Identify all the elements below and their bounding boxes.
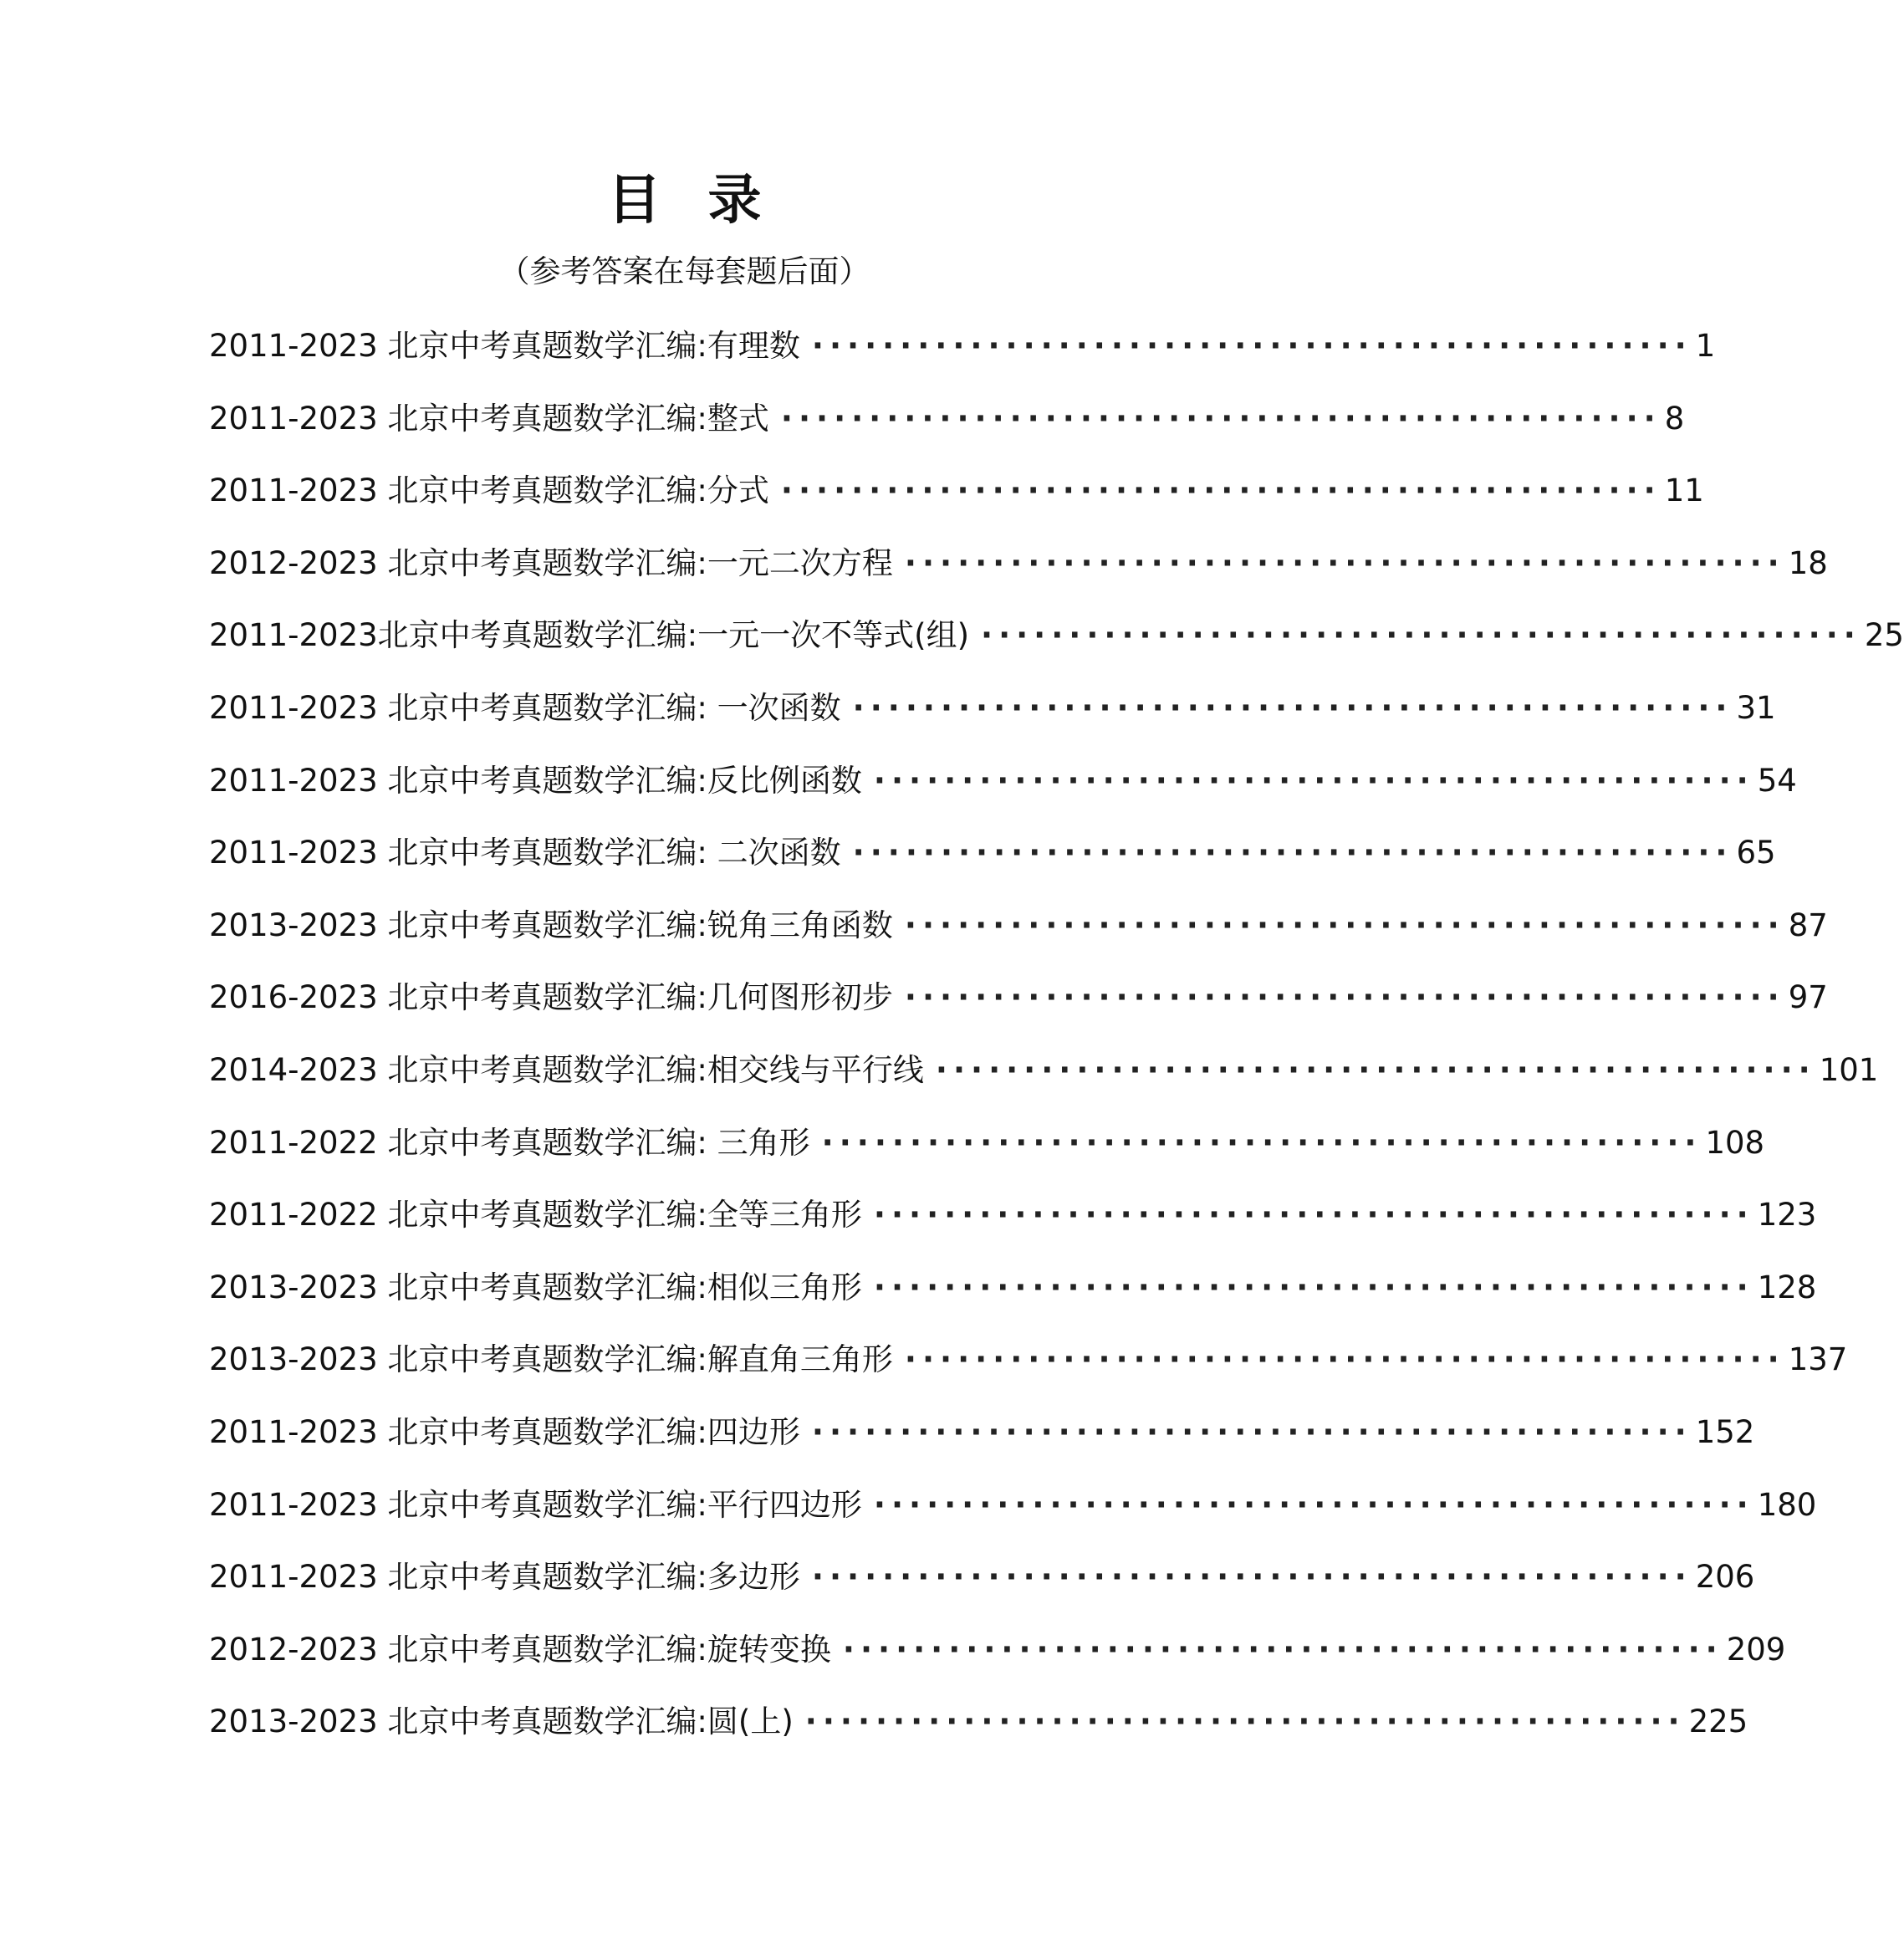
- toc-entry-title: 2014-2023 北京中考真题数学汇编:相交线与平行线: [209, 1051, 924, 1088]
- toc-entry-title: 2016-2023 北京中考真题数学汇编:几何图形初步: [209, 979, 893, 1016]
- toc-entry-title: 2013-2023 北京中考真题数学汇编:锐角三角函数: [209, 907, 893, 943]
- toc-entry-title: 2013-2023 北京中考真题数学汇编:解直角三角形: [209, 1341, 893, 1378]
- toc-entry-10[interactable]: [209, 973, 1828, 1045]
- toc-page-number: 123: [1757, 1197, 1817, 1234]
- dot-leader: ··················································: [904, 979, 1785, 1016]
- toc-page-number: 209: [1726, 1631, 1786, 1668]
- dot-leader: ··················································: [873, 1197, 1754, 1234]
- dot-leader: ··················································: [842, 1631, 1723, 1668]
- toc-entry-4[interactable]: [209, 539, 1828, 611]
- toc-entry-title: 2013-2023 北京中考真题数学汇编:圆(上): [209, 1704, 794, 1740]
- toc-subtitle: （参考答案在每套题后面）: [498, 253, 870, 289]
- toc-page-number: 1: [1695, 328, 1716, 364]
- dot-leader: ··················································: [981, 617, 1861, 654]
- toc-entry-title: 2011-2023北京中考真题数学汇编:一元一次不等式(组): [209, 617, 970, 654]
- toc-entry-8[interactable]: [209, 828, 1776, 901]
- toc-page-number: 108: [1705, 1124, 1765, 1161]
- dot-leader: ··················································: [852, 689, 1733, 726]
- toc-entry-5[interactable]: [209, 610, 1904, 683]
- toc-page-number: 101: [1819, 1051, 1879, 1088]
- toc-entry-title: 2011-2023 北京中考真题数学汇编: 二次函数: [209, 835, 841, 871]
- toc-entry-13[interactable]: [209, 1190, 1817, 1263]
- toc-page-number: 225: [1688, 1704, 1748, 1740]
- toc-entry-16[interactable]: [209, 1407, 1755, 1480]
- toc-page-number: 87: [1788, 907, 1828, 943]
- toc-page-number: 11: [1664, 473, 1704, 509]
- toc-entry-9[interactable]: [209, 901, 1828, 973]
- dot-leader: ··················································: [873, 1269, 1754, 1305]
- dot-leader: ··················································: [904, 907, 1785, 943]
- toc-page-number: 137: [1788, 1341, 1848, 1378]
- toc-entry-title: 2011-2023 北京中考真题数学汇编:平行四边形: [209, 1486, 862, 1523]
- toc-entry-title: 2012-2023 北京中考真题数学汇编:一元二次方程: [209, 544, 893, 581]
- dot-leader: ··················································: [852, 835, 1733, 871]
- toc-entry-title: 2011-2023 北京中考真题数学汇编:反比例函数: [209, 762, 862, 799]
- dot-leader: ··················································: [804, 1704, 1686, 1740]
- toc-page-number: 97: [1788, 979, 1828, 1016]
- toc-entry-title: 2012-2023 北京中考真题数学汇编:旋转变换: [209, 1631, 831, 1668]
- toc-entry-17[interactable]: [209, 1480, 1817, 1553]
- toc-entry-title: 2011-2023 北京中考真题数学汇编: 一次函数: [209, 689, 841, 726]
- toc-entry-12[interactable]: [209, 1118, 1765, 1191]
- toc-page-number: 206: [1695, 1559, 1755, 1596]
- dot-leader: ··················································: [780, 473, 1662, 509]
- toc-entry-11[interactable]: [209, 1045, 1879, 1118]
- toc-page-number: 8: [1664, 400, 1685, 437]
- toc-entry-title: 2011-2023 北京中考真题数学汇编:分式: [209, 473, 769, 509]
- dot-leader: ··················································: [873, 762, 1754, 799]
- toc-title: 目录: [607, 170, 809, 232]
- toc-page-number: 31: [1736, 689, 1776, 726]
- toc-entry-7[interactable]: [209, 756, 1797, 829]
- dot-leader: ··················································: [811, 1413, 1692, 1450]
- dot-leader: ··················································: [780, 400, 1662, 437]
- toc-page-number: 18: [1788, 544, 1828, 581]
- toc-page-number: 180: [1757, 1486, 1817, 1523]
- toc-entry-title: 2011-2022 北京中考真题数学汇编:全等三角形: [209, 1197, 862, 1234]
- dot-leader: ··················································: [873, 1486, 1754, 1523]
- dot-leader: ··················································: [904, 544, 1785, 581]
- toc-entry-14[interactable]: [209, 1263, 1817, 1336]
- toc-entry-18[interactable]: [209, 1552, 1755, 1625]
- toc-entry-6[interactable]: [209, 683, 1776, 756]
- toc-entry-20[interactable]: [209, 1697, 1748, 1770]
- toc-entry-title: 2013-2023 北京中考真题数学汇编:相似三角形: [209, 1269, 862, 1305]
- dot-leader: ··················································: [821, 1124, 1702, 1161]
- dot-leader: ··················································: [811, 328, 1692, 364]
- toc-entry-title: 2011-2023 北京中考真题数学汇编:整式: [209, 400, 769, 437]
- toc-entry-2[interactable]: [209, 394, 1685, 467]
- toc-entry-3[interactable]: [209, 466, 1704, 539]
- toc-entry-15[interactable]: [209, 1335, 1848, 1407]
- toc-entry-1[interactable]: [209, 321, 1716, 394]
- toc-entry-title: 2011-2023 北京中考真题数学汇编:有理数: [209, 328, 800, 364]
- toc-entry-title: 2011-2023 北京中考真题数学汇编:多边形: [209, 1559, 800, 1596]
- toc-page-number: 128: [1757, 1269, 1817, 1305]
- toc-page-number: 54: [1757, 762, 1797, 799]
- dot-leader: ··················································: [904, 1341, 1785, 1378]
- toc-page-number: 65: [1736, 835, 1776, 871]
- toc-entry-title: 2011-2023 北京中考真题数学汇编:四边形: [209, 1413, 800, 1450]
- toc-entry-title: 2011-2022 北京中考真题数学汇编: 三角形: [209, 1124, 810, 1161]
- toc-entry-19[interactable]: [209, 1625, 1786, 1698]
- toc-page-number: 152: [1695, 1413, 1755, 1450]
- table-of-contents: [209, 321, 1904, 1770]
- dot-leader: ··················································: [811, 1559, 1692, 1596]
- dot-leader: ··················································: [935, 1051, 1816, 1088]
- toc-page-number: 25: [1864, 617, 1904, 654]
